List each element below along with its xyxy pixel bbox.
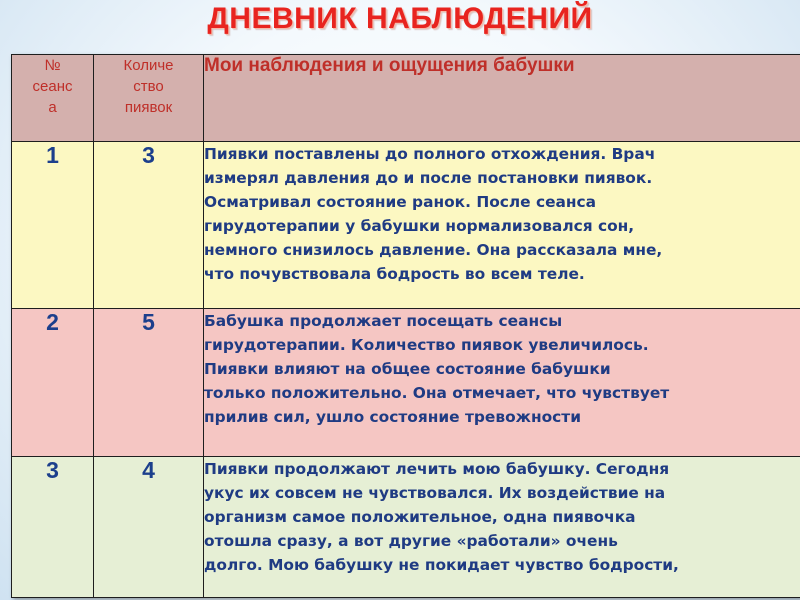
observation-line: гирудотерапии у бабушки нормализовался сон, — [204, 217, 635, 235]
observation-cell — [204, 309, 800, 457]
observation-line: Пиявки продолжают лечить мою бабушку. Сегодня — [204, 460, 670, 478]
header-session-line: а — [48, 99, 57, 116]
session-number-cell: 1 — [12, 142, 94, 309]
observation-line: Пиявки поставлены до полного отхождения. Врач — [204, 145, 656, 163]
table-header-row — [12, 55, 800, 142]
session-number-cell: 2 — [12, 309, 94, 457]
header-count-line: ство — [133, 78, 164, 95]
observation-line: измерял давления до и после постановки пиявок. — [204, 169, 653, 187]
table-row — [12, 309, 800, 457]
observation-line: Пиявки влияют на общее состояние бабушки — [204, 360, 611, 378]
leech-count-cell: 3 — [94, 142, 204, 309]
leech-count-cell: 5 — [94, 309, 204, 457]
header-observations: Мои наблюдения и ощущения бабушки — [204, 55, 800, 142]
observation-line: прилив сил, ушло состояние тревожности — [204, 408, 582, 426]
observation-line: только положительно. Она отмечает, что чувствует — [204, 384, 670, 402]
observation-line: Бабушка продолжает посещать сеансы — [204, 312, 563, 330]
table-row — [12, 142, 800, 309]
header-count-line: Количе — [123, 57, 174, 74]
header-leech-count — [94, 55, 204, 142]
header-session-line: № — [44, 57, 61, 74]
observation-line: отошла сразу, а вот другие «работали» очень — [204, 532, 618, 550]
observation-line: что почувствовала бодрость во всем теле. — [204, 265, 585, 283]
observation-diary-table — [11, 54, 800, 598]
leech-count-cell: 4 — [94, 457, 204, 598]
header-count-line: пиявок — [124, 99, 173, 116]
observation-line: укус их совсем не чувствовался. Их воздействие на — [204, 484, 666, 502]
observation-cell — [204, 142, 800, 309]
observation-cell — [204, 457, 800, 598]
table-row — [12, 457, 800, 598]
page-title: ДНЕВНИК НАБЛЮДЕНИЙ — [207, 2, 593, 35]
observation-line: долго. Мою бабушку не покидает чувство бодрости, — [204, 556, 679, 574]
observation-line: немного снизилось давление. Она рассказала мне, — [204, 241, 663, 259]
observation-line: Осматривал состояние ранок. После сеанса — [204, 193, 597, 211]
session-number-cell: 3 — [12, 457, 94, 598]
observation-line: организм самое положительное, одна пиявочка — [204, 508, 636, 526]
header-session-line: сеанс — [32, 78, 73, 95]
observation-line: гирудотерапии. Количество пиявок увеличилось. — [204, 336, 649, 354]
header-session-number — [12, 55, 94, 142]
